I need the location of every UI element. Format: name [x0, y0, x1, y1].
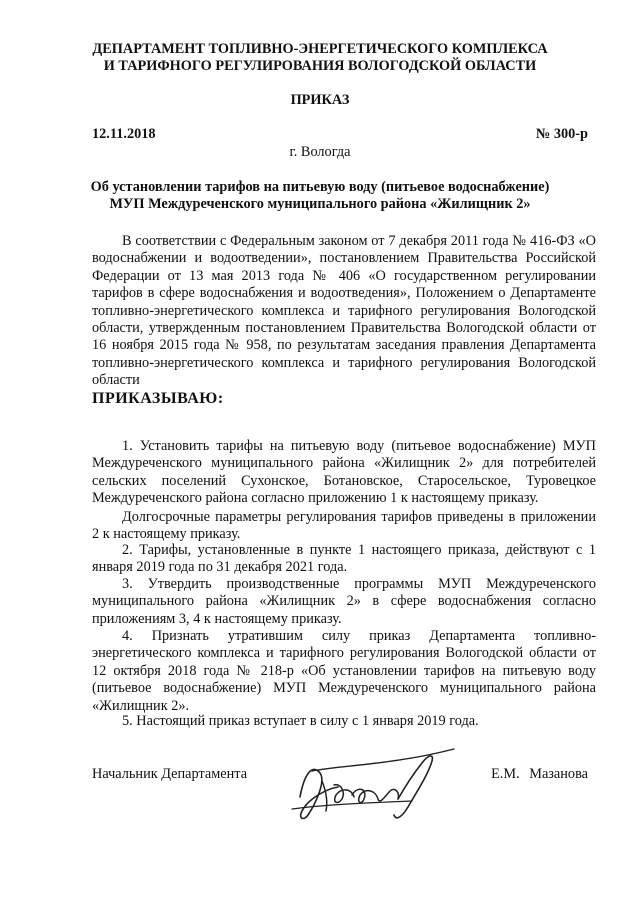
department-title-line1: ДЕПАРТАМЕНТ ТОПЛИВНО-ЭНЕРГЕТИЧЕСКОГО КОМПЛЕКСА: [92, 41, 548, 57]
order-item-1: 1. Установить тарифы на питьевую воду (питьевое водоснабжение) МУП Междуреченского муниципального района «Жилищник 2» для потребителей сельских поселений Сухонское, Ботановское, Старосельское, Туровецкое Междуреченского района согласно приложению 1 к настоящему приказу.: [92, 438, 596, 507]
document-city: г. Вологда: [289, 144, 351, 160]
document-date: 12.11.2018: [92, 126, 156, 142]
order-word: ПРИКАЗЫВАЮ:: [92, 390, 224, 407]
order-item-5: 5. Настоящий приказ вступает в силу с 1 января 2019 года.: [122, 713, 479, 729]
preamble-paragraph: В соответствии с Федеральным законом от 7 декабря 2011 года № 416-ФЗ «О водоснабжении и водоотведении», постановлением Правительства Российской Федерации от 13 мая 2013 года № 406 «О государственном регулировании тарифов в сфере водоснабжения и водоотведения», Положением о Департаменте топливно-энергетического комплекса и тарифного регулирования Вологодской области, утвержденным постановлением Правительства Вологодской области от 16 ноября 2015 года № 958, по результатам заседания правления Департамента топливно-энергетического комплекса и тарифного регулирования Вологодской области: [92, 233, 596, 389]
signer-name: Е.М. Мазанова: [491, 766, 588, 782]
handwritten-signature: [282, 745, 462, 827]
subject-line2: МУП Междуреченского муниципального района «Жилищник 2»: [109, 196, 531, 212]
subject-line1: Об установлении тарифов на питьевую воду (питьевое водоснабжение): [90, 179, 550, 195]
document-type: ПРИКАЗ: [290, 92, 350, 108]
order-item-4: 4. Признать утратившим силу приказ Департамента топливно-энергетического комплекса и тарифного регулирования Вологодской области от 12 октября 2018 года № 218-р «Об установлении тарифов на питьевую воду (питьевое водоснабжение) МУП Междуреченского муниципального района «Жилищник 2».: [92, 628, 596, 714]
order-item-3: 3. Утвердить производственные программы МУП Междуреченского муниципального района «Жилищник 2» в сфере водоснабжения согласно приложениям 3, 4 к настоящему приказу.: [92, 576, 596, 627]
signer-title: Начальник Департамента: [92, 766, 248, 782]
order-item-2: 2. Тарифы, установленные в пункте 1 настоящего приказа, действуют с 1 января 2019 года по 31 декабря 2021 года.: [92, 542, 596, 576]
order-item-1-params: Долгосрочные параметры регулирования тарифов приведены в приложении 2 к настоящему приказу.: [92, 509, 596, 543]
document-number: № 300-р: [535, 126, 588, 142]
department-title-line2: И ТАРИФНОГО РЕГУЛИРОВАНИЯ ВОЛОГОДСКОЙ ОБЛАСТИ: [103, 58, 537, 74]
